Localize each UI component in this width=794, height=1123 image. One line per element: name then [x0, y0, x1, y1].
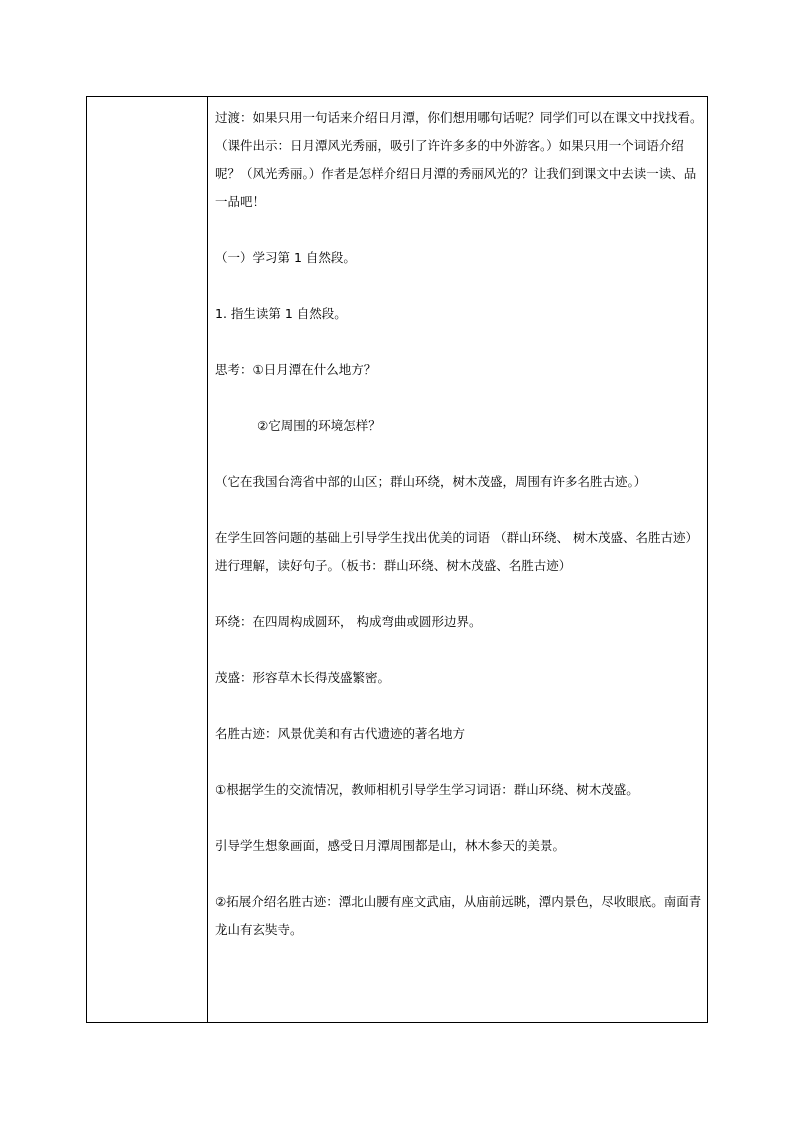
teaching-note-vocabulary: ①根据学生的交流情况，教师相机引导学生学习词语：群山环绕、树木茂盛。 — [215, 782, 639, 797]
section-heading: （一）学习第 1 自然段。 — [215, 250, 356, 265]
lesson-content-cell — [215, 104, 703, 944]
table-column-divider — [207, 96, 208, 1023]
definition-maosheng: 茂盛：形容草木长得茂盛繁密。 — [215, 670, 391, 685]
step-instruction: 1. 指生读第 1 自然段。 — [215, 306, 347, 321]
teaching-note-imagine: 引导学生想象画面，感受日月潭周围都是山，林木参天的美景。 — [215, 838, 566, 853]
definition-mingsheng-guji: 名胜古迹：风景优美和有古代遗迹的著名地方 — [215, 726, 466, 741]
guidance-paragraph: 在学生回答问题的基础上引导学生找出优美的词语 （群山环绕、 树木茂盛、名胜古迹）进行理解，读好句子。（板书：群山环绕、树木茂盛、名胜古迹） — [215, 530, 698, 573]
transition-paragraph: 过渡：如果只用一句话来介绍日月潭，你们想用哪句话呢？同学们可以在课文中找找看。 （课件出示：日月潭风光秀丽，吸引了许许多多的中外游客。）如果只用一个词语介绍呢？（风光秀丽。）作者是怎样介绍日月潭的秀丽风光的？让我们到课文中去读一读、品一品吧！ — [215, 110, 703, 209]
teaching-note-extension: ②拓展介绍名胜古迹：潭北山腰有座文武庙，从庙前远眺，潭内景色，尽收眼底。南面青龙山有玄奘寺。 — [215, 894, 702, 937]
question-location: 思考：①日月潭在什么地方？ — [215, 362, 377, 377]
definition-huanrao: 环绕：在四周构成圆环， 构成弯曲或圆形边界。 — [215, 614, 482, 629]
question-environment: ②它周围的环境怎样？ — [257, 418, 381, 433]
answer-paragraph: （它在我国台湾省中部的山区；群山环绕，树木茂盛，周围有许多名胜古迹。） — [215, 474, 647, 489]
